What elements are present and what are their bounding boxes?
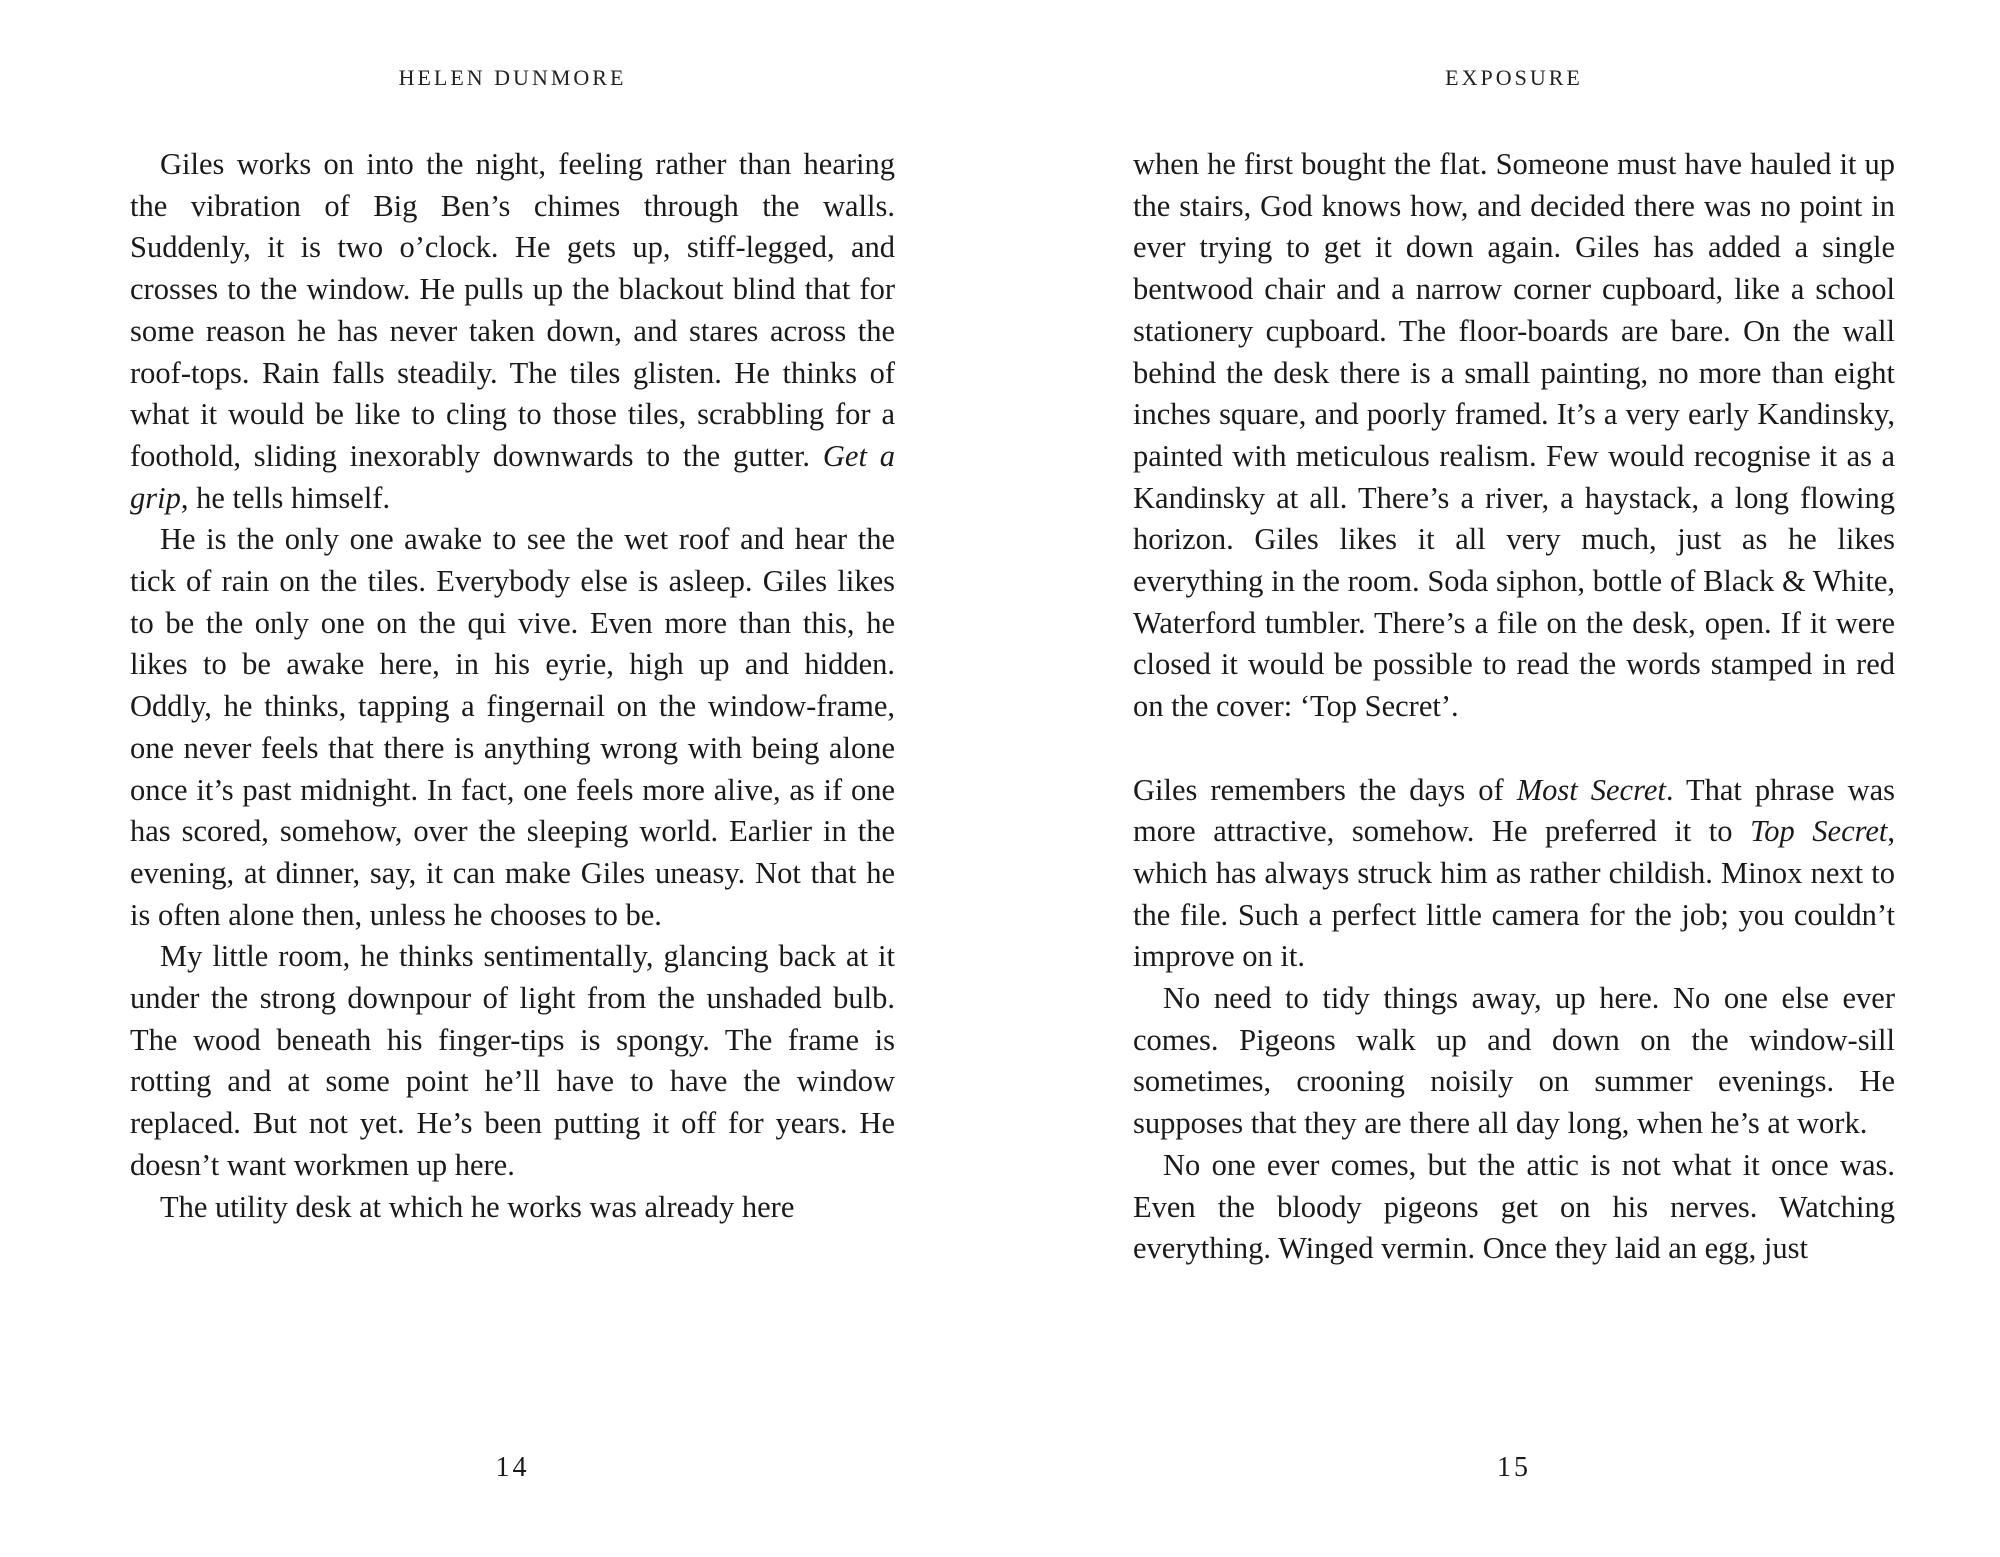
italic-phrase: Get a grip	[130, 438, 895, 515]
paragraph-text: , he tells himself.	[180, 480, 391, 515]
italic-phrase: Top Secret	[1750, 814, 1888, 849]
left-page	[130, 0, 895, 1557]
running-head-author: HELEN DUNMORE	[398, 65, 627, 90]
paragraph-text: , which has always struck him as rather childish. Minox next to the file. Such a perfect little camera for the job; you couldn’t improve on it.	[1133, 814, 1895, 974]
paragraph: when he first bought the flat. Someone must have hauled it up the stairs, God knows how, and decided there was no point in ever trying to get it down again. Giles has added a single bentwood chair and a narrow corner cupboard, like a school stationery cupboard. The floor-boards are bare. On the wall behind the desk there is a small painting, no more than eight inches square, and poorly framed. It’s a very early Kandinsky, painted with meticulous realism. Few would recognise it as a Kandinsky at all. There’s a river, a haystack, a long flowing horizon. Giles likes it all very much, just as he likes everything in the room. Soda siphon, bottle of Black & White, Waterford tumbler. There’s a file on the desk, open. If it were closed it would be possible to read the words stamped in red on the cover: ‘Top Secret’.	[1133, 147, 1895, 724]
paragraph	[130, 144, 895, 519]
paragraph: My little room, he thinks sentimentally, glancing back at it under the strong downpour of light from the unshaded bulb. The wood beneath his finger-tips is spongy. The frame is rotting and at some point he’ll have to have the window replaced. But not yet. He’s been putting it off for years. He doesn’t want workmen up here.	[130, 939, 895, 1182]
paragraph-text: Giles remembers the days of	[1133, 772, 1517, 807]
italic-phrase: Most Secret	[1516, 772, 1666, 807]
paragraph: No need to tidy things away, up here. No one else ever comes. Pigeons walk up and down on the window-sill sometimes, crooning noisily on summer evenings. He supposes that they are there all day long, when he’s at work.	[1133, 981, 1895, 1141]
paragraph: No one ever comes, but the attic is not what it once was. Even the bloody pigeons get on his nerves. Watching everything. Winged vermin. Once they laid an egg, just	[1133, 1147, 1895, 1266]
running-head-title: EXPOSURE	[1445, 65, 1583, 90]
left-page-body	[130, 144, 895, 1228]
paragraph	[1133, 770, 1895, 979]
right-page-body	[1133, 144, 1895, 1270]
paragraph-text: Giles works on into the night, feeling rather than hearing the vibration of Big Ben’s chimes through the walls. Suddenly, it is two o’clock. He gets up, stiff-legged, and crosses to the window. He pulls up the blackout blind that for some reason he has never taken down, and stares across the roof-tops. Rain falls steadily. The tiles glisten. He thinks of what it would be like to cling to those tiles, scrabbling for a foothold, sliding inexorably downwards to the gutter.	[130, 147, 895, 473]
paragraph: The utility desk at which he works was already here	[160, 1189, 795, 1224]
right-page	[1133, 0, 1895, 1557]
paragraph: He is the only one awake to see the wet roof and hear the tick of rain on the tiles. Everybody else is asleep. Giles likes to be the only one on the qui vive. Even more than this, he likes to be awake here, in his eyrie, high up and hidden. Oddly, he thinks, tapping a fingernail on the window-frame, one never feels that there is anything wrong with being alone once it’s past midnight. In fact, one feels more alive, as if one has scored, somehow, over the sleeping world. Earlier in the evening, at dinner, say, it can make Giles uneasy. Not that he is often alone then, unless he chooses to be.	[130, 522, 895, 932]
page-number: 15	[1497, 1452, 1531, 1483]
page-number: 14	[495, 1452, 530, 1483]
paragraph-text: . That phrase was more attractive, somehow. He preferred it to	[1133, 772, 1896, 849]
